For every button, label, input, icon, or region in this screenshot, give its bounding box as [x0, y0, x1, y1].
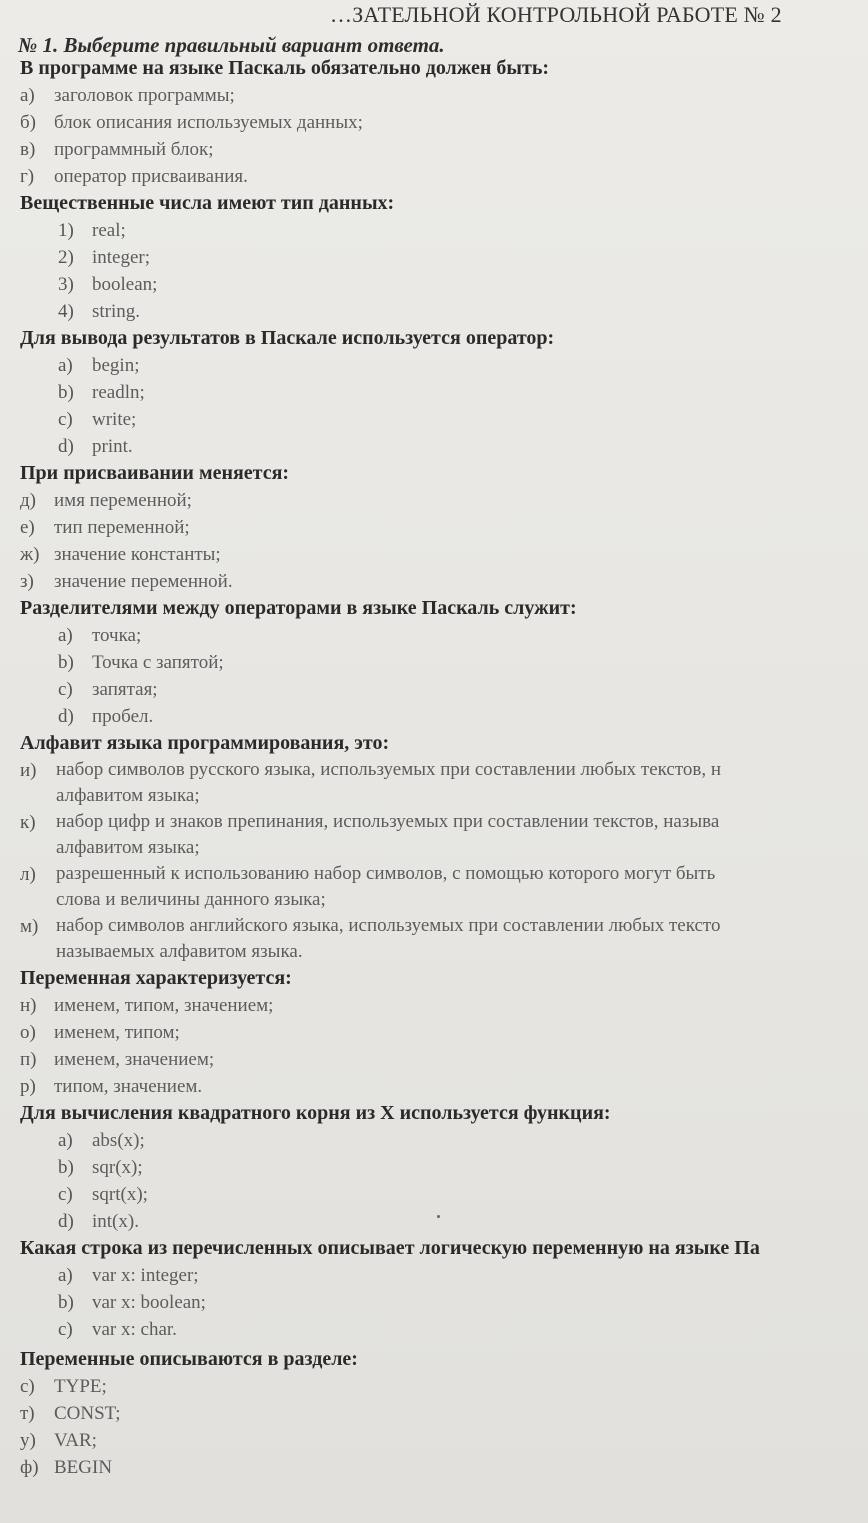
option[interactable] [20, 244, 868, 271]
option-text: string. [92, 301, 141, 322]
option-text: блок описания используемых данных; [54, 112, 363, 133]
option-text: запятая; [92, 679, 158, 700]
option-text: int(x). [92, 1211, 139, 1232]
option-text: значение переменной. [54, 571, 233, 592]
option-text: имя переменной; [54, 490, 192, 511]
option-marker: b) [58, 382, 74, 403]
option-text: точка; [92, 625, 142, 646]
option-marker: d) [58, 436, 74, 457]
question-6 [20, 730, 868, 965]
question-2 [20, 190, 868, 325]
option[interactable] [20, 676, 868, 703]
question-10 [20, 1346, 868, 1481]
option[interactable] [20, 1181, 868, 1208]
option-marker: о) [20, 1022, 36, 1043]
option-text: набор символов русского языка, используемых при составлении любых текстов, н алфавитом языка; [56, 759, 722, 806]
option-marker: c) [58, 679, 73, 700]
option-text: VAR; [54, 1430, 97, 1451]
question-text: Какая строка из перечисленных описывает логическую переменную на языке Па [20, 1237, 760, 1259]
option[interactable] [20, 809, 868, 861]
option[interactable] [20, 487, 868, 514]
option-marker: к) [20, 812, 36, 833]
questions-list [20, 55, 868, 1481]
option-marker: a) [58, 355, 73, 376]
option-marker: т) [20, 1403, 35, 1424]
option[interactable] [20, 1289, 868, 1316]
question-7 [20, 965, 868, 1100]
option-marker: a) [58, 1130, 73, 1151]
option-text: заголовок программы; [54, 85, 235, 106]
option-marker: c) [58, 409, 73, 430]
option-marker: c) [58, 1184, 73, 1205]
option-text: типом, значением. [54, 1076, 203, 1097]
option-text: именем, типом, значением; [54, 995, 274, 1016]
question-1 [20, 55, 868, 190]
option-marker: и) [20, 760, 37, 781]
task-title: № 1. Выберите правильный вариант ответа. [18, 33, 445, 57]
option[interactable] [20, 622, 868, 649]
option-text: значение константы; [54, 544, 221, 565]
option[interactable] [20, 514, 868, 541]
option-text: real; [92, 220, 126, 241]
option[interactable] [20, 163, 868, 190]
option-marker: с) [20, 1376, 35, 1397]
option-marker: н) [20, 995, 37, 1016]
option[interactable] [20, 298, 868, 325]
option-marker: м) [20, 916, 39, 937]
option[interactable] [20, 649, 868, 676]
question-text: Вещественные числа имеют тип данных: [20, 192, 395, 214]
option[interactable] [20, 1154, 868, 1181]
option-text: оператор присваивания. [54, 166, 248, 187]
option-text: sqrt(x); [92, 1184, 148, 1205]
option[interactable] [20, 992, 868, 1019]
option[interactable] [20, 1127, 868, 1154]
option-marker: б) [20, 112, 36, 133]
option-text: именем, типом; [54, 1022, 180, 1043]
option-marker: b) [58, 652, 74, 673]
option-marker: d) [58, 706, 74, 727]
option-text: integer; [92, 247, 151, 268]
question-text: Переменные описываются в разделе: [20, 1348, 358, 1370]
option-marker: 1) [58, 220, 74, 241]
option-marker: в) [20, 139, 36, 160]
option-marker: п) [20, 1049, 37, 1070]
option-marker: b) [58, 1157, 74, 1178]
option[interactable] [20, 406, 868, 433]
option-text: тип переменной; [54, 517, 190, 538]
option-text: TYPE; [54, 1376, 107, 1397]
option[interactable] [20, 1454, 868, 1481]
option[interactable] [20, 913, 868, 965]
option-text: именем, значением; [54, 1049, 215, 1070]
option-text: Точка с запятой; [92, 652, 224, 673]
question-9 [20, 1235, 868, 1343]
option-text: var x: boolean; [92, 1292, 206, 1313]
option[interactable] [20, 109, 868, 136]
option-text: var x: integer; [92, 1265, 199, 1286]
option[interactable] [20, 352, 868, 379]
option[interactable] [20, 1316, 868, 1343]
option-text: набор символов английского языка, используемых при составлении любых тексто называемых алфавитом языка. [56, 915, 721, 962]
question-4 [20, 460, 868, 595]
option[interactable] [20, 1262, 868, 1289]
option[interactable] [20, 703, 868, 730]
question-3 [20, 325, 868, 460]
option-marker: 2) [58, 247, 74, 268]
option-text: print. [92, 436, 133, 457]
option-marker: г) [20, 166, 35, 187]
option[interactable] [20, 1400, 868, 1427]
question-text: Разделителями между операторами в языке Паскаль служит: [20, 597, 577, 619]
question-text: Для вывода результатов в Паскале используется оператор: [20, 327, 555, 349]
option-text: пробел. [92, 706, 154, 727]
option-marker: 3) [58, 274, 74, 295]
option-marker: д) [20, 490, 36, 511]
option-text: begin; [92, 355, 140, 376]
question-text: При присваивании меняется: [20, 462, 290, 484]
option-text: sqr(x); [92, 1157, 143, 1178]
option-marker: р) [20, 1076, 36, 1097]
option-text: CONST; [54, 1403, 121, 1424]
option[interactable] [20, 82, 868, 109]
option-marker: е) [20, 517, 35, 538]
question-text: Для вычисления квадратного корня из X используется функция: [20, 1102, 611, 1124]
option[interactable] [20, 1019, 868, 1046]
option[interactable] [20, 379, 868, 406]
option-marker: у) [20, 1430, 36, 1451]
option-marker: 4) [58, 301, 74, 322]
option-marker: з) [20, 571, 34, 592]
option[interactable] [20, 1373, 868, 1400]
option-text: write; [92, 409, 137, 430]
option-marker: c) [58, 1319, 73, 1340]
option-text: набор цифр и знаков препинания, используемых при составлении текстов, называ алфавитом языка; [56, 811, 720, 858]
option-text: BEGIN [54, 1457, 113, 1478]
question-text: Переменная характеризуется: [20, 967, 292, 989]
option-marker: а) [20, 85, 35, 106]
option[interactable] [20, 433, 868, 460]
option[interactable] [20, 136, 868, 163]
option-marker: л) [20, 864, 36, 885]
option-text: boolean; [92, 274, 158, 295]
option[interactable] [20, 1208, 868, 1235]
option[interactable] [20, 1046, 868, 1073]
option-marker: a) [58, 625, 73, 646]
question-text: В программе на языке Паскаль обязательно должен быть: [20, 57, 550, 79]
option[interactable] [20, 568, 868, 595]
option[interactable] [20, 757, 868, 809]
option[interactable] [20, 271, 868, 298]
option[interactable] [20, 217, 868, 244]
question-8 [20, 1100, 868, 1235]
option[interactable] [20, 1073, 868, 1100]
option[interactable] [20, 541, 868, 568]
option-marker: a) [58, 1265, 73, 1286]
option-marker: ф) [20, 1457, 39, 1478]
option-marker: ж) [20, 544, 40, 565]
option-text: программный блок; [54, 139, 214, 160]
option-text: abs(x); [92, 1130, 145, 1151]
option[interactable] [20, 1427, 868, 1454]
option-marker: b) [58, 1292, 74, 1313]
option-marker: d) [58, 1211, 74, 1232]
question-5 [20, 595, 868, 730]
option-text: readln; [92, 382, 145, 403]
paper-speck [437, 1215, 440, 1218]
question-text: Алфавит языка программирования, это: [20, 732, 390, 754]
option[interactable] [20, 861, 868, 913]
option-text: разрешенный к использованию набор символов, с помощью которого могут быть слова и величины данного языка; [56, 863, 716, 910]
page-header: …ЗАТЕЛЬНОЙ КОНТРОЛЬНОЙ РАБОТЕ № 2 [330, 2, 782, 27]
option-text: var x: char. [92, 1319, 177, 1340]
